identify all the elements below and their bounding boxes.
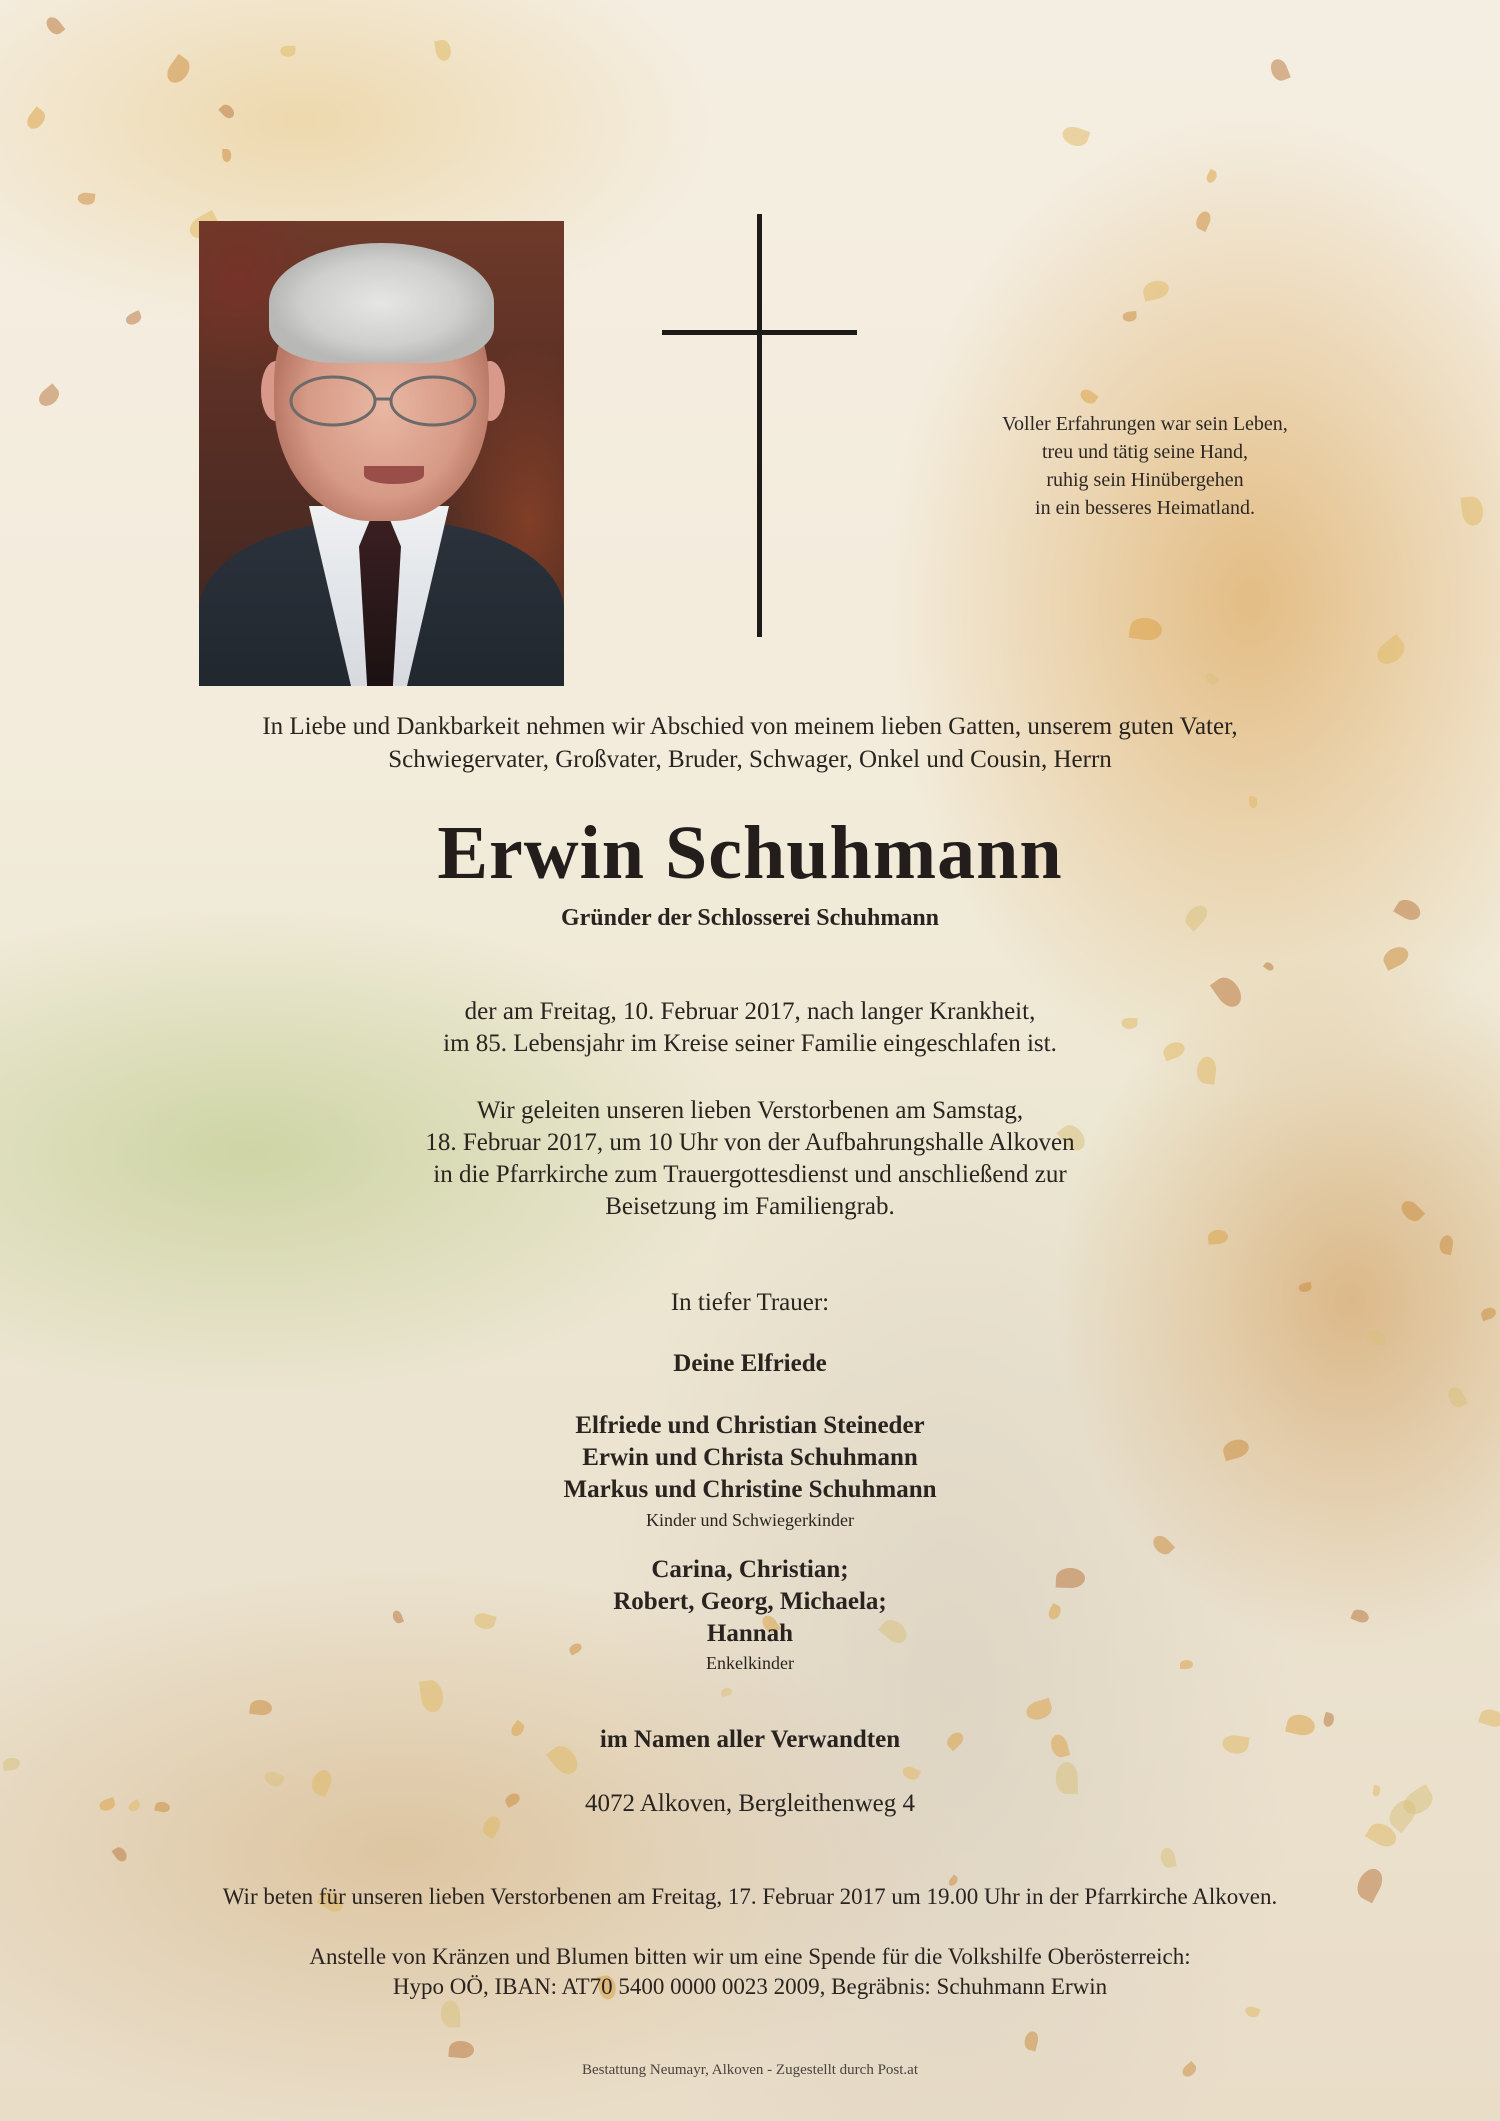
- leaf-decoration: [441, 2001, 460, 2028]
- leaf-decoration: [112, 1845, 129, 1863]
- donation-notice: Anstelle von Kränzen und Blumen bitten wir um eine Spende für die Volkshilfe Oberösterreich: Hypo OÖ, IBAN: AT70 5400 0000 0023 2009, Begräbnis: Schuhmann Erwin: [309, 1944, 1191, 1999]
- leaf-decoration: [1445, 1385, 1467, 1410]
- footer-credit: Bestattung Neumayr, Alkoven - Zugestellt durch Post.at: [581, 2062, 918, 2078]
- leaf-decoration: [1460, 496, 1484, 527]
- leaf-decoration: [1023, 2030, 1041, 2052]
- leaf-decoration: [218, 102, 236, 120]
- leaf-decoration: [449, 2040, 475, 2059]
- deceased-name: Erwin Schuhmann: [437, 811, 1063, 895]
- leaf-decoration: [2, 1757, 20, 1771]
- leaf-decoration: [434, 39, 452, 62]
- leaf-decoration: [222, 149, 231, 162]
- leaf-decoration: [124, 310, 143, 326]
- leaf-decoration: [720, 1687, 732, 1697]
- memorial-verse: Voller Erfahrungen war sein Leben, treu und tätig seine Hand, ruhig sein Hinübergehen in ein besseres Heimatland.: [1002, 413, 1288, 519]
- leaf-decoration: [24, 106, 48, 131]
- leaf-decoration: [43, 14, 65, 37]
- prayer-notice: Wir beten für unseren lieben Verstorbenen am Freitag, 17. Februar 2017 um 19.00 Uhr in der Pfarrkirche Alkoven.: [222, 1884, 1278, 1909]
- leaf-decoration: [78, 192, 96, 206]
- family-address: 4072 Alkoven, Bergleithenweg 4: [584, 1790, 916, 1817]
- portrait-photo: [199, 221, 564, 686]
- mourners-label: In tiefer Trauer:: [670, 1289, 830, 1316]
- leaf-decoration: [1380, 943, 1412, 971]
- mourner-wife: Deine Elfriede: [673, 1350, 827, 1377]
- leaf-decoration: [280, 46, 296, 57]
- funeral-notice: Wir geleiten unseren lieben Verstorbenen am Samstag, 18. Februar 2017, um 10 Uhr von der Aufbahrungshalle Alkoven in die Pfarrkirche zum Trauergottesdienst und anschließend zur Beisetzung im Familiengrab.: [425, 1097, 1075, 1220]
- leaf-decoration: [1205, 168, 1219, 184]
- mourner-children: Elfriede und Christian Steineder Erwin und Christa Schuhmann Markus und Christine Schuhmann: [563, 1412, 937, 1503]
- leaf-decoration: [1159, 1847, 1176, 1869]
- leaf-decoration: [900, 1764, 921, 1782]
- leaf-decoration: [163, 54, 194, 87]
- leaf-decoration: [1194, 209, 1214, 232]
- leaf-decoration: [1123, 311, 1137, 322]
- mourner-relatives: im Namen aller Verwandten: [599, 1726, 901, 1753]
- leaf-decoration: [1366, 1327, 1389, 1348]
- leaf-decoration: [1263, 961, 1275, 973]
- mourner-grandchildren: Carina, Christian; Robert, Georg, Michaela; Hannah: [613, 1556, 887, 1647]
- leaf-decoration: [1078, 388, 1098, 407]
- death-notice: der am Freitag, 10. Februar 2017, nach langer Krankheit, im 85. Lebensjahr im Kreise seiner Familie eingeschlafen ist.: [443, 998, 1057, 1057]
- intro-text: In Liebe und Dankbarkeit nehmen wir Abschied von meinem lieben Gatten, unserem guten Vater, Schwiegervater, Großvater, Bruder, Schwager, Onkel und Cousin, Herrn: [262, 713, 1238, 773]
- leaf-decoration: [1268, 56, 1291, 83]
- leaf-decoration: [1024, 1697, 1054, 1722]
- leaf-decoration: [1208, 1229, 1229, 1244]
- leaf-decoration: [1372, 634, 1409, 669]
- children-caption: Kinder und Schwiegerkinder: [646, 1510, 854, 1530]
- deceased-role: Gründer der Schlosserei Schuhmann: [560, 905, 940, 931]
- leaf-decoration: [1244, 2005, 1261, 2019]
- leaf-decoration: [419, 1679, 445, 1713]
- leaf-decoration: [1141, 279, 1170, 303]
- leaf-decoration: [1248, 796, 1257, 809]
- leaf-decoration: [1060, 123, 1091, 149]
- leaf-decoration: [262, 1769, 285, 1789]
- grandchildren-caption: Enkelkinder: [706, 1653, 794, 1673]
- leaf-decoration: [1438, 1234, 1455, 1255]
- leaf-decoration: [1129, 616, 1164, 643]
- leaf-decoration: [35, 384, 62, 410]
- leaf-decoration: [1204, 671, 1220, 687]
- leaf-decoration: [249, 1699, 272, 1717]
